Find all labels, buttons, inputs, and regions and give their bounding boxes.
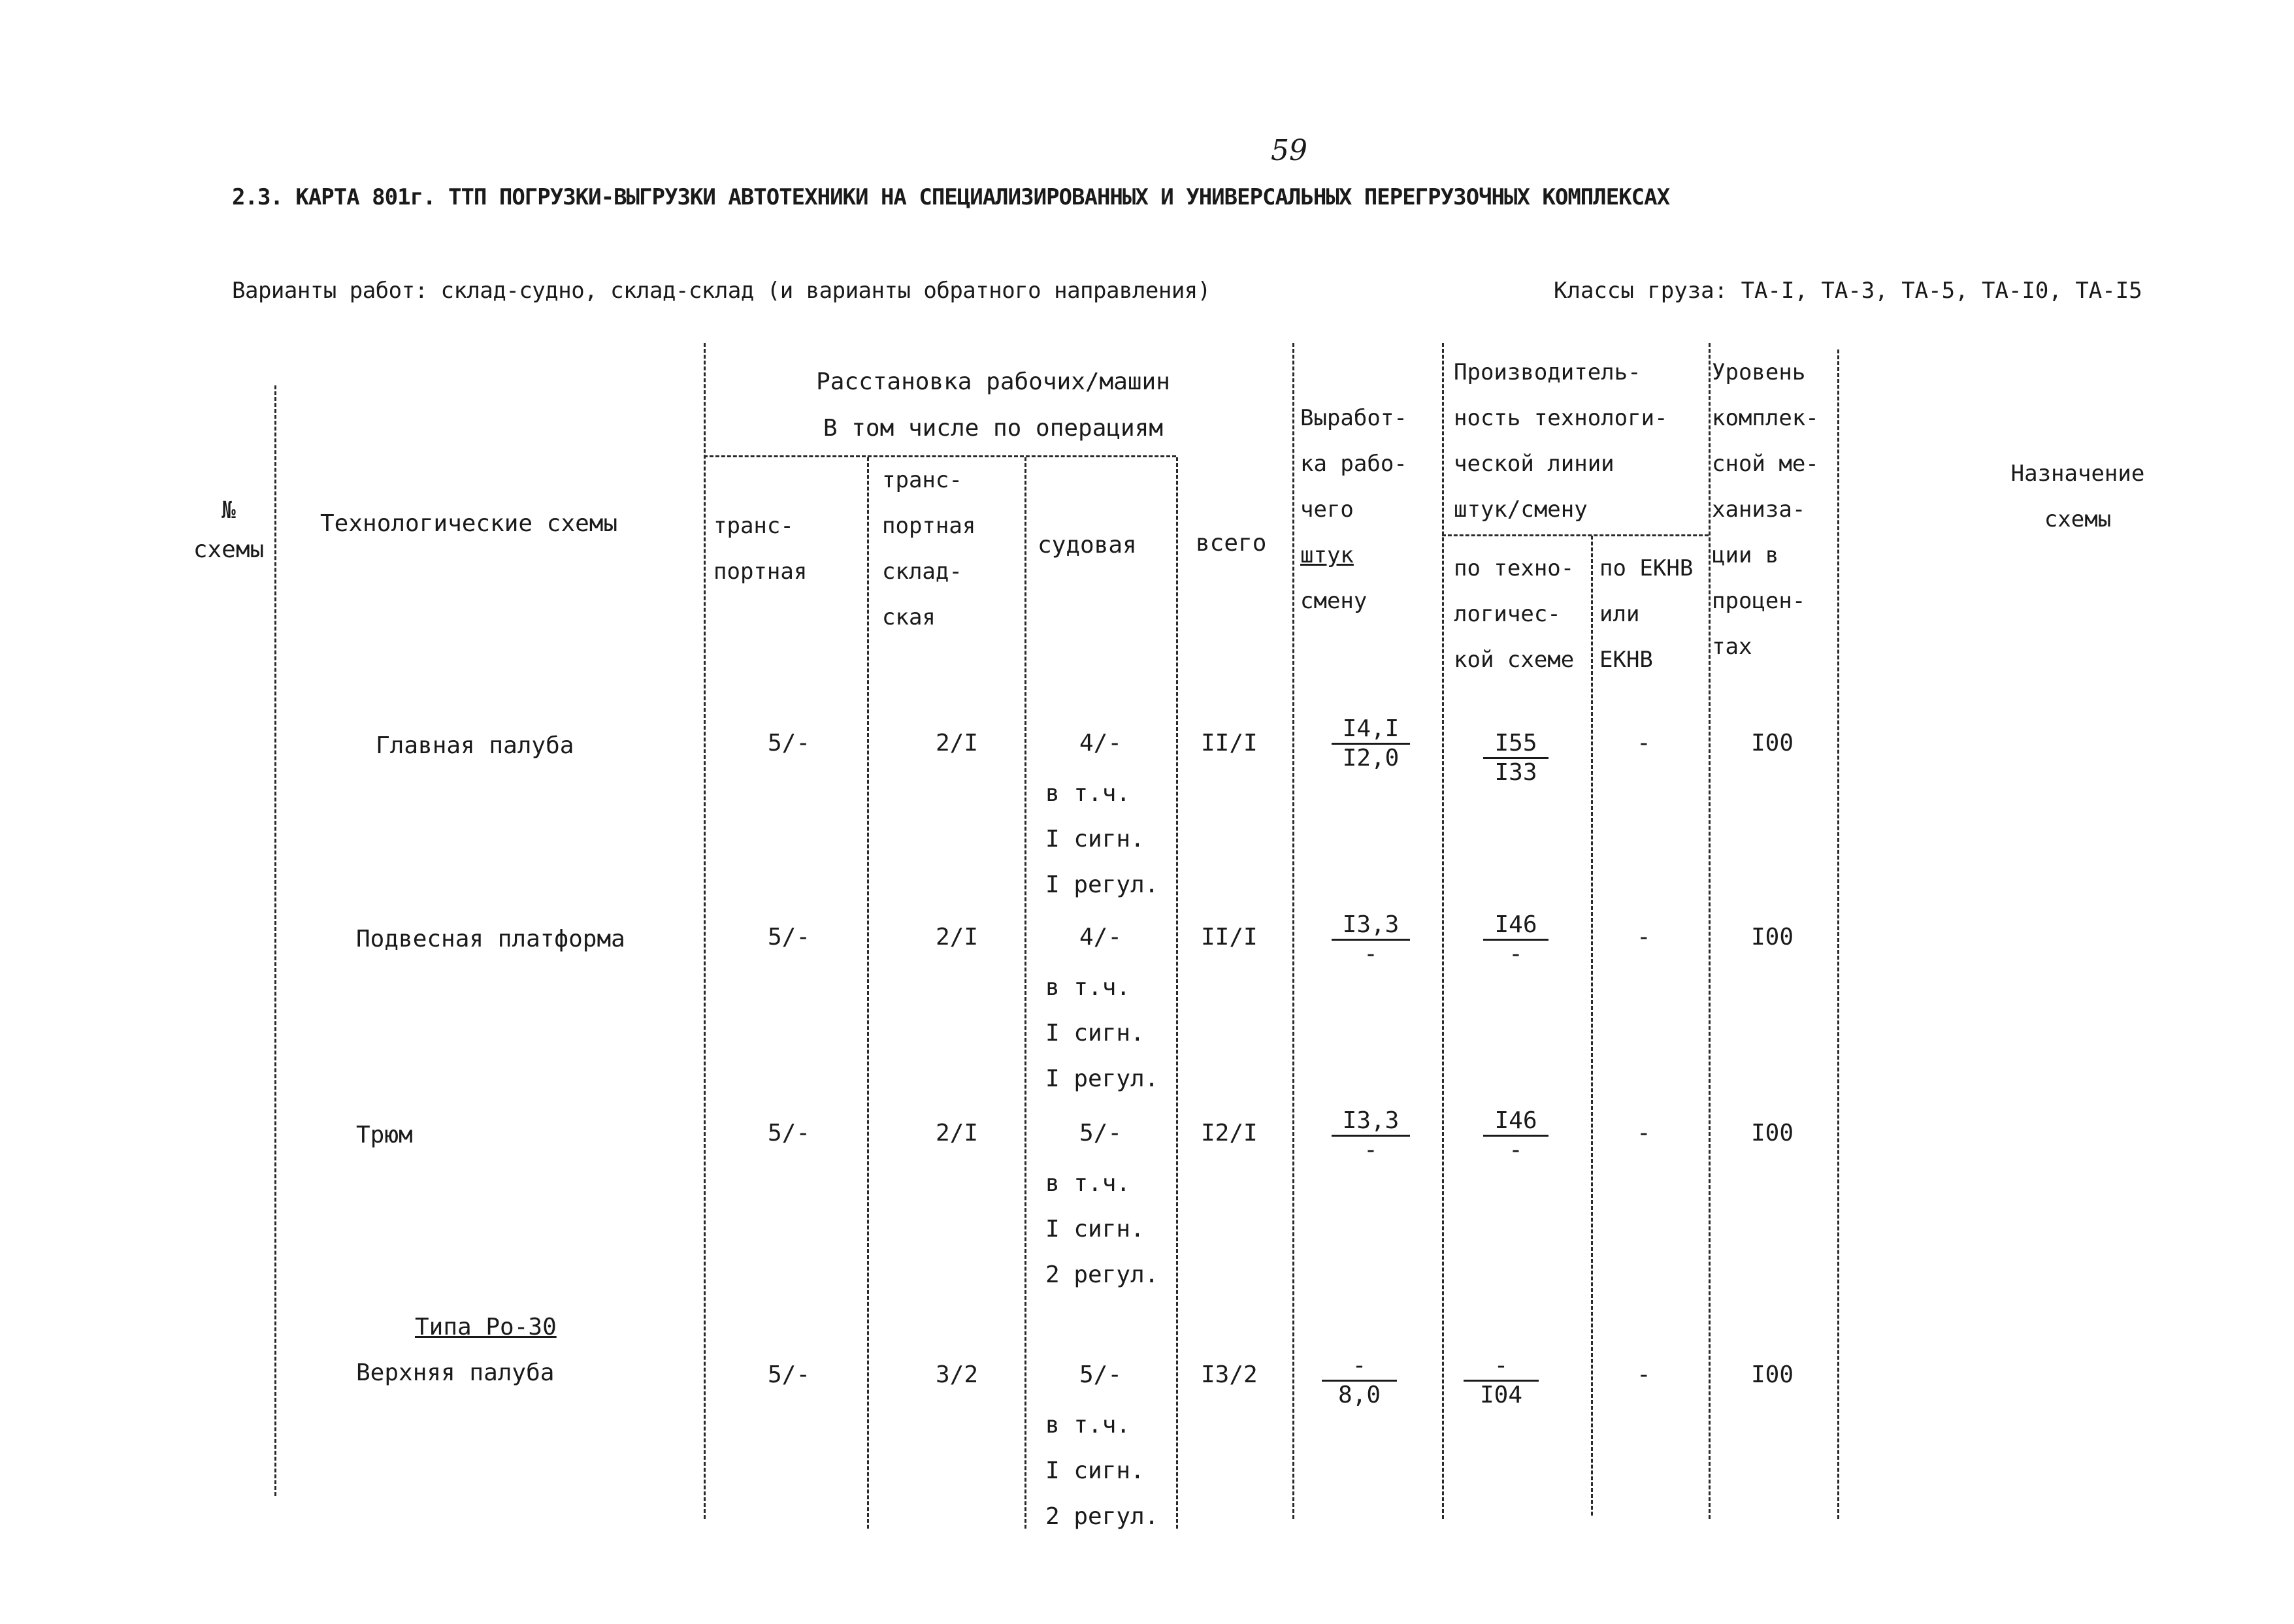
- divider: [1024, 457, 1026, 1529]
- productivity-denominator: I04: [1479, 1382, 1523, 1408]
- header-output-pieces: штук: [1300, 542, 1354, 568]
- ship-detail: в т.ч. I сигн. 2 регул.: [1045, 1412, 1159, 1530]
- productivity-fraction: [1483, 911, 1548, 968]
- scheme-name: Верхняя палуба: [356, 1359, 555, 1386]
- divider: [1591, 536, 1593, 1516]
- output-denominator: 8,0: [1337, 1382, 1381, 1408]
- divider: [1176, 457, 1178, 1529]
- scheme-name: Подвесная платформа: [356, 926, 625, 952]
- ship-detail: в т.ч. I сигн. I регул.: [1045, 974, 1159, 1092]
- productivity-fraction: [1483, 730, 1548, 787]
- transport-warehouse-cell: 2/I: [936, 730, 979, 756]
- divider: [867, 457, 869, 1529]
- productivity-denominator: -: [1509, 1137, 1523, 1163]
- transport-cell: 5/-: [768, 1361, 811, 1388]
- header-purpose: Назначение схемы: [2010, 461, 2145, 532]
- total-cell: II/I: [1201, 730, 1258, 756]
- header-scheme-number: № схемы: [193, 497, 265, 563]
- header-tech-schemes: Технологические схемы: [320, 510, 618, 537]
- mechanization-cell: I00: [1751, 730, 1794, 756]
- scheme-name: Трюм: [356, 1122, 413, 1148]
- divider: [704, 343, 706, 1519]
- output-fraction: [1332, 1107, 1410, 1164]
- header-mechanization-level: Уровень комплек- сной ме- ханиза- ции в процен- тах: [1712, 359, 1819, 660]
- ship-cell: 5/-: [1079, 1120, 1122, 1146]
- header-op-ship: судовая: [1038, 532, 1137, 559]
- header-output-shift: смену: [1300, 588, 1368, 614]
- transport-warehouse-cell: 3/2: [936, 1361, 979, 1388]
- header-op-transport: транс- портная: [713, 513, 808, 585]
- page-number: 59: [1271, 134, 1307, 167]
- header-total: всего: [1196, 530, 1267, 557]
- ekhnv-cell: -: [1637, 730, 1651, 756]
- productivity-denominator: -: [1509, 941, 1523, 967]
- ship-cell: 4/-: [1079, 924, 1122, 950]
- header-productivity: Производитель- ность технологи- ческой линии штук/смену: [1454, 359, 1668, 523]
- header-output: Выработ- ка рабо- чего: [1300, 405, 1407, 523]
- output-fraction: [1332, 911, 1410, 968]
- productivity-numerator: I46: [1483, 1107, 1548, 1137]
- total-cell: II/I: [1201, 924, 1258, 950]
- output-denominator: I2,0: [1342, 745, 1400, 771]
- cargo-classes: Классы груза: ТА-I, ТА-3, ТА-5, ТА-I0, ТА-I5: [1554, 278, 2142, 304]
- output-numerator: -: [1322, 1352, 1397, 1382]
- work-variants: Варианты работ: склад-судно, склад-склад (и варианты обратного направления): [232, 278, 1211, 304]
- productivity-numerator: I55: [1483, 730, 1548, 759]
- divider: [1709, 343, 1711, 1519]
- ship-cell: 5/-: [1079, 1361, 1122, 1388]
- divider: [1292, 343, 1294, 1519]
- header-by-ekhnv: по ЕКНВ или ЕКНВ: [1599, 555, 1694, 673]
- output-denominator: -: [1364, 1137, 1378, 1163]
- transport-cell: 5/-: [768, 1120, 811, 1146]
- header-placement: Расстановка рабочих/машин: [816, 368, 1170, 395]
- output-numerator: I4,I: [1332, 715, 1410, 745]
- transport-warehouse-cell: 2/I: [936, 924, 979, 950]
- scheme-subtitle: Типа Ро-30: [415, 1314, 557, 1340]
- divider: [274, 385, 276, 1496]
- transport-cell: 5/-: [768, 730, 811, 756]
- mechanization-cell: I00: [1751, 1361, 1794, 1388]
- output-numerator: I3,3: [1332, 1107, 1410, 1137]
- divider: [1442, 343, 1444, 1519]
- total-cell: I2/I: [1201, 1120, 1258, 1146]
- transport-cell: 5/-: [768, 924, 811, 950]
- ekhnv-cell: -: [1637, 1361, 1651, 1388]
- total-cell: I3/2: [1201, 1361, 1258, 1388]
- productivity-fraction: [1464, 1352, 1539, 1409]
- ship-detail: в т.ч. I сигн. 2 регул.: [1045, 1170, 1159, 1288]
- output-denominator: -: [1364, 941, 1378, 967]
- ship-cell: 4/-: [1079, 730, 1122, 756]
- page-title: 2.3. КАРТА 801г. ТТП ПОГРУЗКИ-ВЫГРУЗКИ АВТОТЕХНИКИ НА СПЕЦИАЛИЗИРОВАННЫХ И УНИВЕРСАЛЬНЫХ ПЕРЕГРУЗОЧНЫХ КОМПЛЕКСАХ: [232, 184, 1670, 210]
- mechanization-cell: I00: [1751, 924, 1794, 950]
- productivity-denominator: I33: [1494, 759, 1537, 786]
- scheme-name: Главная палуба: [376, 732, 574, 759]
- output-numerator: I3,3: [1332, 911, 1410, 941]
- divider: [1442, 534, 1709, 536]
- ekhnv-cell: -: [1637, 1120, 1651, 1146]
- header-op-transport-warehouse: транс- портная склад- ская: [882, 467, 976, 630]
- output-fraction: [1332, 715, 1410, 772]
- ship-detail: в т.ч. I сигн. I регул.: [1045, 780, 1159, 898]
- mechanization-cell: I00: [1751, 1120, 1794, 1146]
- ekhnv-cell: -: [1637, 924, 1651, 950]
- output-fraction: [1322, 1352, 1397, 1409]
- productivity-numerator: -: [1464, 1352, 1539, 1382]
- productivity-fraction: [1483, 1107, 1548, 1164]
- header-by-scheme: по техно- логичес- кой схеме: [1454, 555, 1575, 673]
- transport-warehouse-cell: 2/I: [936, 1120, 979, 1146]
- divider: [1837, 349, 1839, 1519]
- header-by-operations: В том числе по операциям: [823, 415, 1164, 442]
- productivity-numerator: I46: [1483, 911, 1548, 941]
